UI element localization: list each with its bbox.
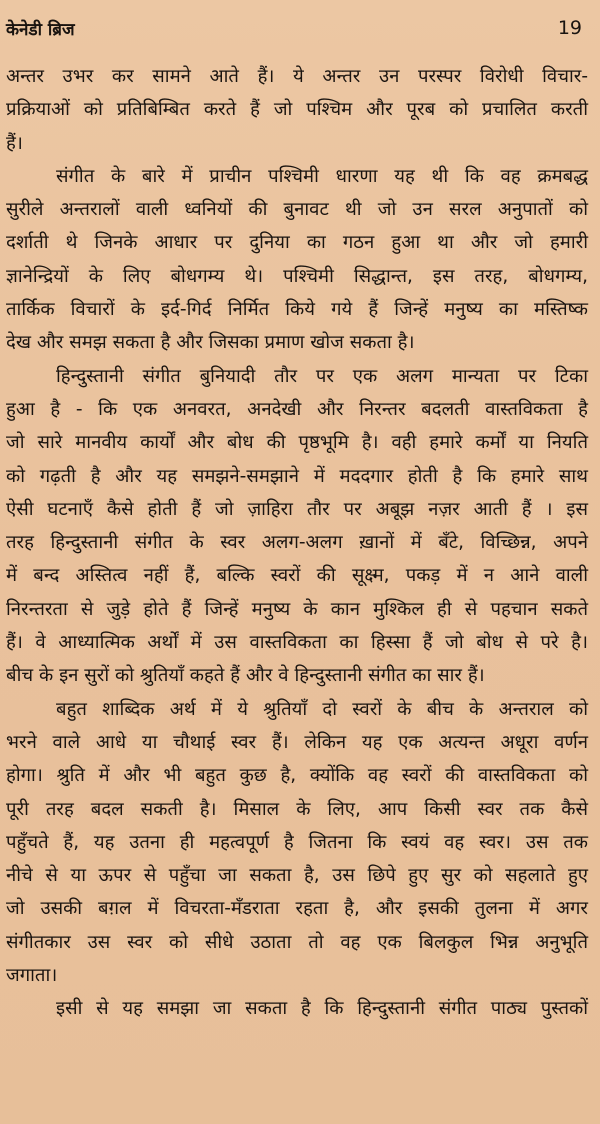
- running-title: केनेडी ब्रिज: [6, 19, 75, 40]
- text-line: में बन्द अस्तित्व नहीं हैं, बल्कि स्वरों की सूक्ष्म, पकड़ में न आने वाली: [6, 565, 588, 587]
- text-line: निरन्तरता से जुड़े होते हैं जिन्हें मनुष्य के कान मुश्किल ही से पहचान सकते: [6, 598, 588, 620]
- paragraph: [6, 160, 588, 360]
- text-line: पहुँचते हैं, यह उतना ही महत्वपूर्ण है जितना कि स्वयं वह स्वर। उस तक: [6, 831, 588, 853]
- text-line: अन्तर उभर कर सामने आते हैं। ये अन्तर उन परस्पर विरोधी विचार-: [6, 66, 588, 87]
- page-number: 19: [557, 17, 582, 39]
- text-line: संगीत के बारे में प्राचीन पश्चिमी धारणा यह थी कि वह क्रमबद्ध: [56, 165, 588, 187]
- running-header: [6, 14, 582, 42]
- text-line: दर्शाती थे जिनके आधार पर दुनिया का गठन हुआ था और जो हमारी: [6, 232, 588, 254]
- text-line: संगीतकार उस स्वर को सीधे उठाता तो वह एक बिलकुल भिन्न अनुभूति: [6, 931, 588, 953]
- text-line: प्रक्रियाओं को प्रतिबिम्बित करते हैं जो पश्चिम और पूरब को प्रचालित करती: [6, 99, 588, 121]
- text-line: होगा। श्रुति में और भी बहुत कुछ है, क्योंकि वह स्वरों की वास्तविकता को: [6, 765, 588, 787]
- text-line: भरने वाले आधे या चौथाई स्वर हैं। लेकिन यह एक अत्यन्त अधूरा वर्णन: [6, 731, 588, 753]
- text-line: पूरी तरह बदल सकती है। मिसाल के लिए, आप किसी स्वर तक कैसे: [6, 798, 588, 820]
- text-line: हुआ है - कि एक अनवरत, अनदेखी और निरन्तर बदलती वास्तविकता है: [6, 398, 588, 420]
- paragraph: [6, 360, 588, 693]
- text-line: हिन्दुस्तानी संगीत बुनियादी तौर पर एक अलग मान्यता पर टिका: [56, 365, 588, 387]
- paragraph: [6, 60, 588, 160]
- text-line: देख और समझ सकता है और जिसका प्रमाण खोज सकता है।: [6, 332, 415, 354]
- text-line: बीच के इन सुरों को श्रुतियाँ कहते हैं और वे हिन्दुस्तानी संगीत का सार हैं।: [6, 665, 485, 687]
- paragraph: [6, 992, 588, 1025]
- body-text: [6, 60, 588, 1026]
- text-line: ऐसी घटनाएँ कैसे होती हैं जो ज़ाहिरा तौर पर अबूझ नज़र आती हैं । इस: [6, 498, 588, 520]
- text-line: सुरीले अन्तरालों वाली ध्वनियों की बुनावट थी जो उन सरल अनुपातों को: [6, 199, 588, 221]
- text-line: तरह हिन्दुस्तानी संगीत के स्वर अलग-अलग ख़ानों में बँटे, विच्छिन्न, अपने: [6, 532, 588, 554]
- paragraph: [6, 693, 588, 993]
- text-line: हैं।: [6, 132, 23, 154]
- text-line: बहुत शाब्दिक अर्थ में ये श्रुतियाँ दो स्वरों के बीच के अन्तराल को: [56, 698, 588, 720]
- text-line: ज्ञानेन्द्रियों के लिए बोधगम्य थे। पश्चिमी सिद्धान्त, इस तरह, बोधगम्य,: [6, 265, 588, 287]
- text-line: तार्किक विचारों के इर्द-गिर्द निर्मित किये गये हैं जिन्हें मनुष्य का मस्तिष्क: [6, 299, 588, 321]
- text-line: जो उसकी बग़ल में विचरता-मँडराता रहता है, और इसकी तुलना में अगर: [6, 898, 588, 920]
- text-line: हैं। वे आध्यात्मिक अर्थों में उस वास्तविकता का हिस्सा हैं जो बोध से परे है।: [6, 632, 588, 654]
- text-line: नीचे से या ऊपर से पहुँचा जा सकता है, उस छिपे हुए सुर को सहलाते हुए: [6, 865, 588, 887]
- text-line: जगाता।: [6, 965, 58, 987]
- text-line: को गढ़ती है और यह समझने-समझाने में मददगार होती है कि हमारे साथ: [6, 465, 588, 487]
- text-line: जो सारे मानवीय कार्यों और बोध की पृष्ठभूमि है। वही हमारे कर्मों या नियति: [6, 432, 588, 454]
- text-line: इसी से यह समझा जा सकता है कि हिन्दुस्तानी संगीत पाठ्य पुस्तकों: [56, 998, 588, 1020]
